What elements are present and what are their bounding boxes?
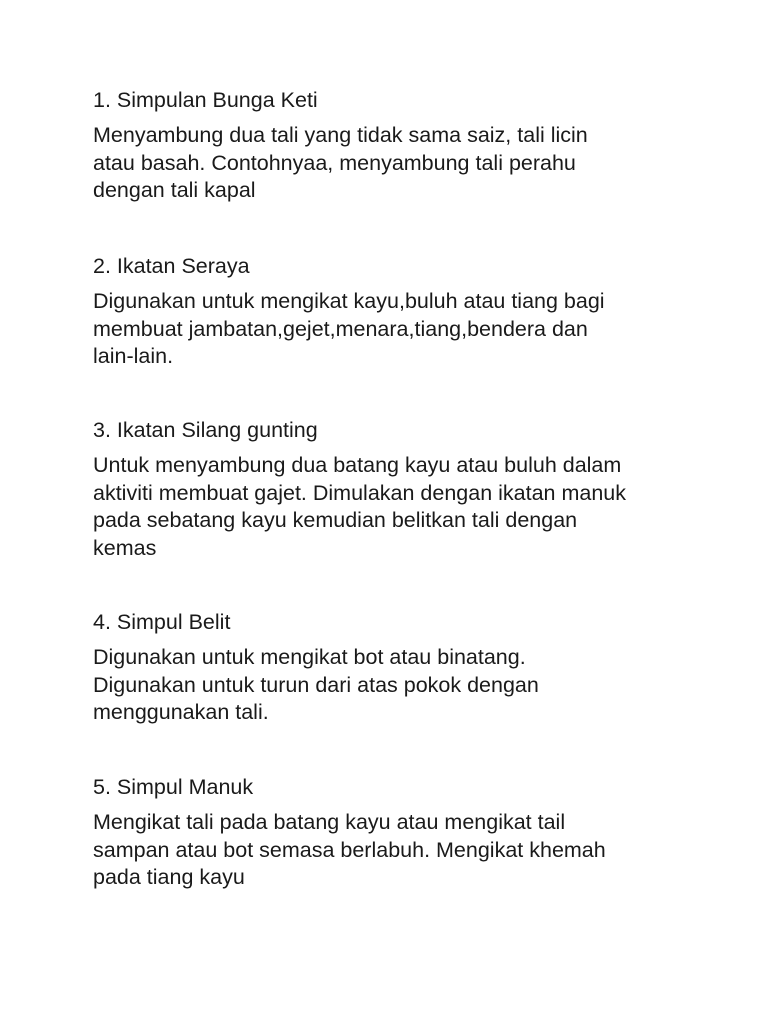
- section-body: [93, 288, 605, 371]
- section-body: [93, 809, 606, 892]
- body-line: dengan tali kapal: [93, 178, 256, 202]
- section-simpulan-bunga-keti: [93, 86, 588, 205]
- section-body: [93, 122, 588, 205]
- section-heading: 5. Simpul Manuk: [93, 775, 254, 799]
- body-line: Menyambung dua tali yang tidak sama saiz, tali licin: [93, 123, 588, 147]
- body-line: pada sebatang kayu kemudian belitkan tali dengan: [93, 508, 578, 532]
- body-line: kemas: [93, 535, 157, 560]
- body-line: Untuk menyambung dua batang kayu atau buluh dalam: [93, 453, 622, 477]
- body-line: pada tiang kayu: [93, 865, 245, 889]
- body-line: Digunakan untuk mengikat bot atau binatang.: [93, 645, 526, 669]
- body-line: sampan atau bot semasa berlabuh. Mengikat khemah: [93, 837, 606, 862]
- body-line: atau basah. Contohnyaa, menyambung tali perahu: [93, 150, 576, 175]
- body-line: lain-lain.: [93, 344, 174, 368]
- body-line: Digunakan untuk mengikat kayu,buluh atau tiang bagi: [93, 289, 605, 313]
- section-ikatan-seraya: [93, 252, 605, 371]
- section-ikatan-silang-gunting: [93, 416, 626, 562]
- section-heading: 3. Ikatan Silang gunting: [93, 418, 318, 442]
- body-line: Digunakan untuk turun dari atas pokok dengan: [93, 672, 539, 697]
- body-line: membuat jambatan,gejet,menara,tiang,bendera dan: [93, 316, 588, 341]
- section-heading: 4. Simpul Belit: [93, 610, 231, 634]
- section-simpul-belit: [93, 608, 539, 727]
- section-body: [93, 644, 539, 727]
- body-line: aktiviti membuat gajet. Dimulakan dengan ikatan manuk: [93, 480, 627, 505]
- body-line: Mengikat tali pada batang kayu atau mengikat tail: [93, 810, 566, 834]
- section-heading: 2. Ikatan Seraya: [93, 254, 250, 278]
- section-body: [93, 452, 626, 562]
- body-line: menggunakan tali.: [93, 700, 269, 724]
- section-simpul-manuk: [93, 773, 606, 892]
- section-heading: 1. Simpulan Bunga Keti: [93, 88, 318, 112]
